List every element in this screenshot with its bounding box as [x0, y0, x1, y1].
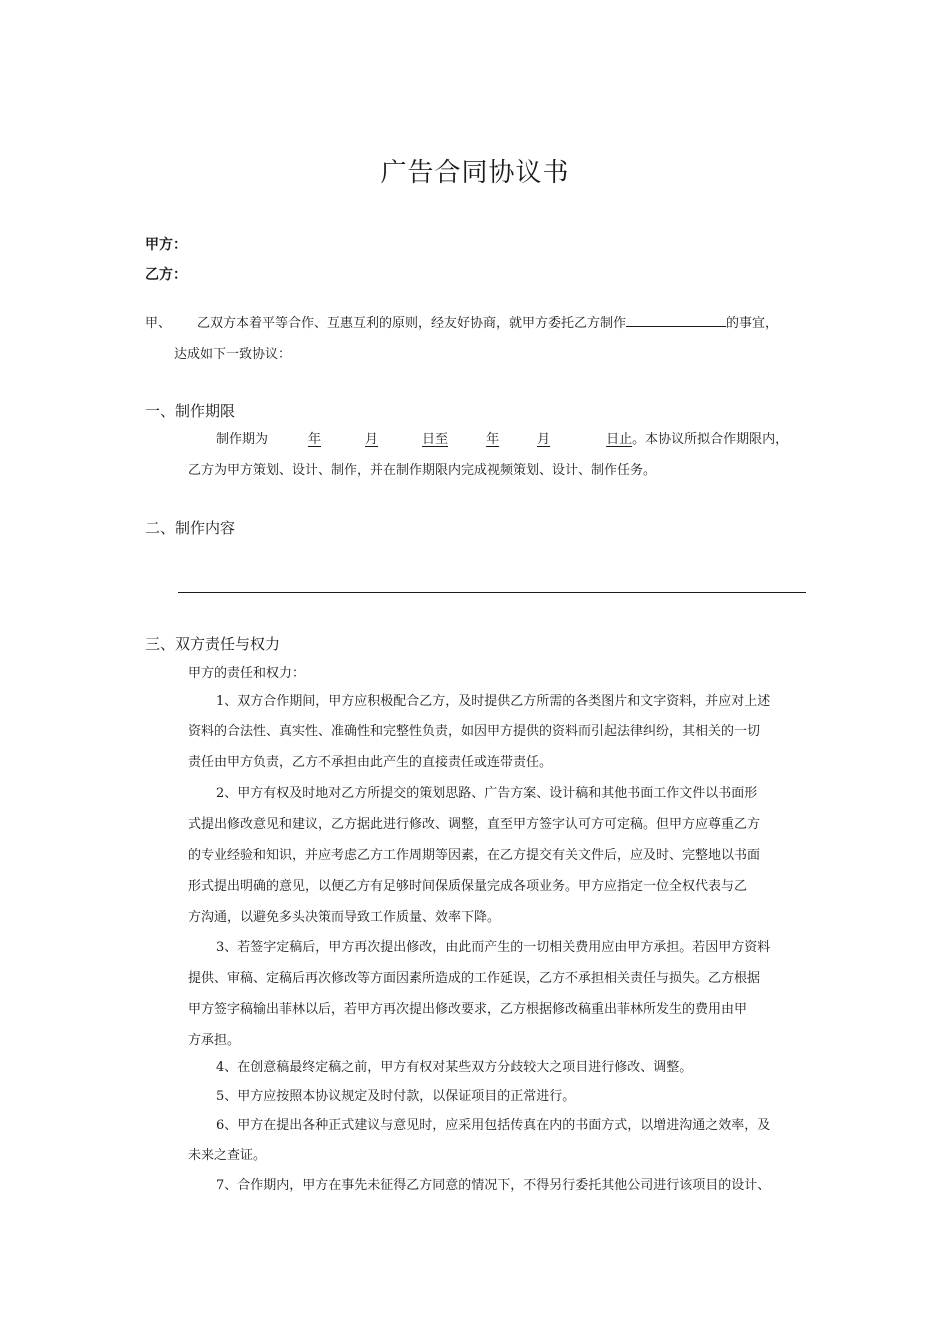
section-3-subheading: 甲方的责任和权力： — [188, 666, 306, 681]
clause-line: 5、甲方应按照本协议规定及时付款，以保证项目的正常进行。 — [216, 1089, 576, 1104]
section-1-heading: 一、制作期限 — [145, 402, 236, 420]
content-blank-line[interactable] — [178, 592, 806, 593]
period-date-range[interactable] — [268, 432, 632, 447]
clause-line: 2、甲方有权及时地对乙方所提交的策划思路、广告方案、设计稿和其他书面工作文件以书面形 — [216, 786, 758, 801]
clause-line: 6、甲方在提出各种正式建议与意见时，应采用包括传真在内的书面方式，以增进沟通之效率，及 — [216, 1118, 771, 1133]
clause-line: 式提出修改意见和建议，乙方据此进行修改、调整，直至甲方签字认可方可定稿。但甲方应尊重乙方 — [188, 817, 761, 832]
clause-line: 7、合作期内，甲方在事先未征得乙方同意的情况下，不得另行委托其他公司进行该项目的设计、 — [216, 1178, 771, 1193]
clause-line: 形式提出明确的意见，以便乙方有足够时间保质保量完成各项业务。甲方应指定一位全权代表与乙 — [188, 879, 748, 894]
clause-line: 提供、审稿、定稿后再次修改等方面因素所造成的工作延误，乙方不承担相关责任与损失。乙方根据 — [188, 971, 761, 986]
period-line-2: 乙方为甲方策划、设计、制作，并在制作期限内完成视频策划、设计、制作任务。 — [188, 463, 657, 478]
period-tail: 。本协议所拟合作期限内， — [632, 432, 789, 447]
clause-line: 未来之查证。 — [188, 1148, 267, 1163]
production-item-blank[interactable] — [626, 312, 726, 327]
clause-line: 责任由甲方负责，乙方不承担由此产生的直接责任或连带责任。 — [188, 755, 553, 770]
section-3-heading: 三、双方责任与权力 — [145, 635, 281, 653]
period-line — [216, 430, 788, 450]
clause-line: 3、若签字定稿后，甲方再次提出修改，由此而产生的一切相关费用应由甲方承担。若因甲方资料 — [216, 940, 771, 955]
clause-line: 的专业经验和知识，并应考虑乙方工作周期等因素，在乙方提交有关文件后，应及时、完整地以书面 — [188, 848, 761, 863]
intro-body: 乙双方本着平等合作、互惠互利的原则，经友好协商，就甲方委托乙方制作 — [197, 316, 627, 331]
period-lead: 制作期为 — [216, 432, 269, 447]
start-year-label: 年 — [308, 432, 322, 447]
end-month-label: 月 — [537, 432, 551, 447]
clause-line: 方沟通，以避免多头决策而导致工作质量、效率下降。 — [188, 910, 501, 925]
start-month-label: 月 — [365, 432, 379, 447]
clause-line: 4、在创意稿最终定稿之前，甲方有权对某些双方分歧较大之项目进行修改、调整。 — [216, 1060, 693, 1075]
party-a-label: 甲方： — [145, 237, 187, 253]
intro-prefix: 甲、 — [145, 316, 172, 331]
clause-line: 1、双方合作期间，甲方应积极配合乙方，及时提供乙方所需的各类图片和文字资料，并应对上述 — [216, 694, 771, 709]
clause-line: 甲方签字稿输出菲林以后，若甲方再次提出修改要求，乙方根据修改稿重出菲林所发生的费用由甲 — [188, 1002, 748, 1017]
clause-line: 资料的合法性、真实性、准确性和完整性负责，如因甲方提供的资料而引起法律纠纷，其相关的一切 — [188, 724, 761, 739]
intro-line-2: 达成如下一致协议： — [174, 347, 292, 362]
section-2-heading: 二、制作内容 — [145, 519, 236, 537]
start-day-label: 日至 — [422, 432, 449, 447]
document-title: 广告合同协议书 — [380, 158, 570, 188]
end-day-label: 日止 — [606, 432, 633, 447]
intro-line-1 — [145, 312, 778, 334]
party-b-label: 乙方： — [145, 267, 187, 283]
end-year-label: 年 — [486, 432, 500, 447]
intro-suffix: 的事宜， — [726, 316, 779, 331]
clause-line: 方承担。 — [188, 1033, 241, 1048]
